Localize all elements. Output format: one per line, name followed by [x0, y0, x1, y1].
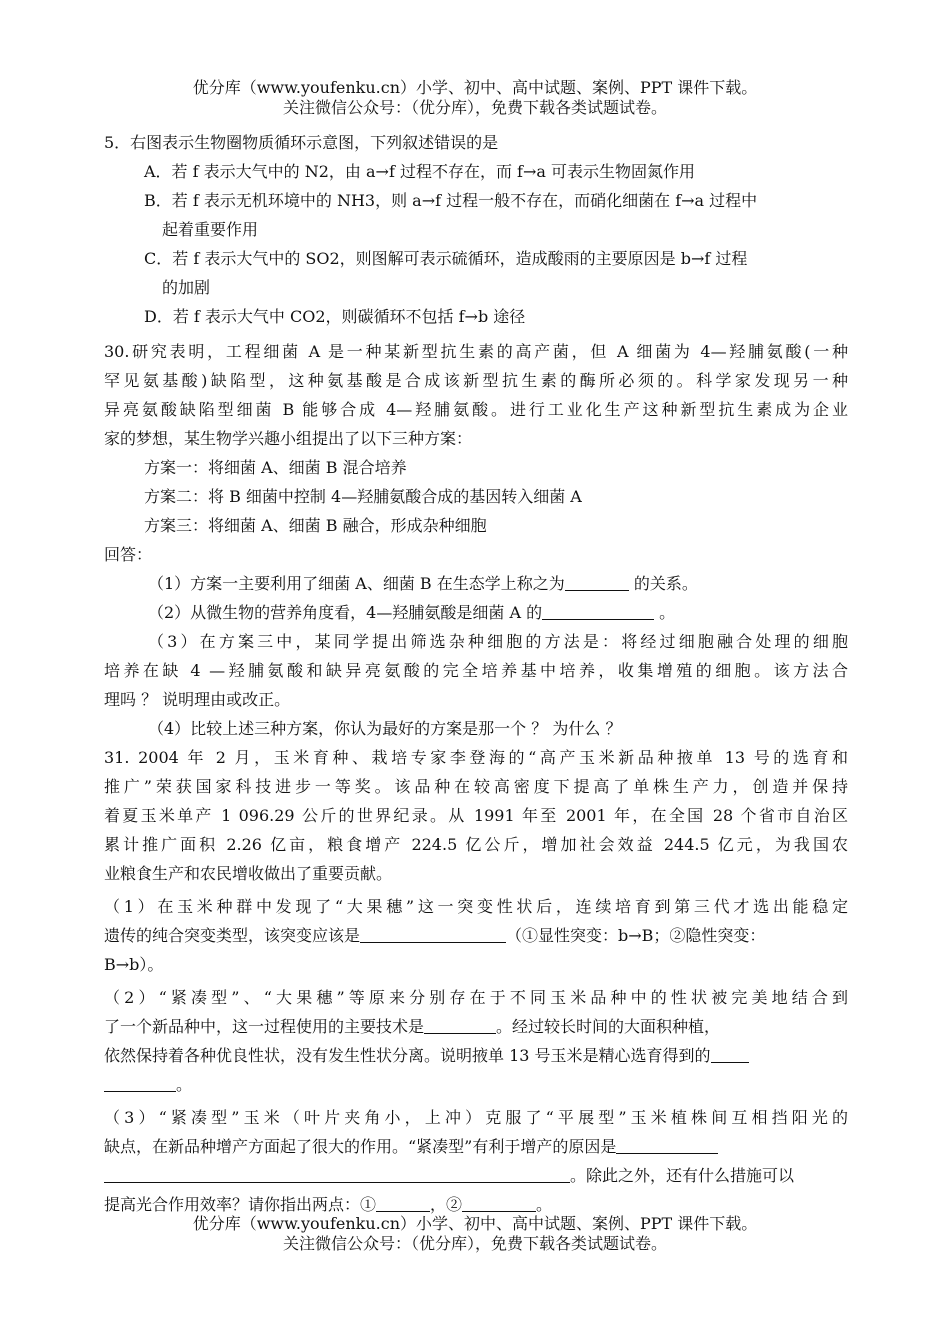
q31-sub-3-tail: 。除此之外，还有什么措施可以: [570, 1166, 795, 1185]
answer-blank[interactable]: [360, 924, 506, 943]
q5-option-b: B．若 f 表示无机环境中的 NH3，则 a→f 过程一般不存在，而硝化细菌在 f→a 过程中: [144, 191, 758, 210]
q30-para-2: 罕见氨基酸)缺陷型，这种氨基酸是合成该新型抗生素的酶所必须的。科学家发现另一种: [104, 371, 848, 390]
q31-sub-3-tail2: 。: [536, 1195, 553, 1214]
q31-sub-1-cont: [104, 921, 848, 950]
q31-sub-3-cont2: [104, 1161, 848, 1190]
answer-blank[interactable]: [616, 1135, 718, 1154]
q5-option-c: C．若 f 表示大气中的 SO2，则图解可表示硫循环，造成酸雨的主要原因是 b→f 过程: [144, 249, 748, 268]
q31-sub-3: （3）“紧凑型”玉米（叶片夹角小，上冲）克服了“平展型”玉米植株间互相挡阳光的: [104, 1108, 848, 1127]
q30-para-3: 异亮氨酸缺陷型细菌 B 能够合成 4—羟脯氨酸。进行工业化生产这种新型抗生素成为企业: [104, 400, 848, 419]
header-line-2: 关注微信公众号：（优分库），免费下载各类试题试卷。: [282, 98, 667, 117]
q30-para-1: 30.研究表明，工程细菌 A 是一种某新型抗生素的高产菌，但 A 细菌为 4—羟脯氨酸(一种: [104, 342, 848, 361]
q31-sub-1-tail: （①显性突变：b→B；②隐性突变：: [506, 926, 766, 945]
q30-plan-2: 方案二：将 B 细菌中控制 4—羟脯氨酸合成的基因转入细菌 A: [144, 487, 582, 506]
q31-sub-2-tail: 。经过较长时间的大面积种植，: [496, 1017, 721, 1036]
answer-blank[interactable]: [424, 1015, 496, 1034]
q5-option-c-cont: 的加剧: [162, 278, 211, 297]
q31-sub-1-text: 遗传的纯合突变类型，该突变应该是: [104, 926, 361, 945]
q30-sub-2-text: （2）从微生物的营养角度看，4—羟脯氨酸是细菌 A 的: [148, 603, 543, 622]
q31-para-5: 业粮食生产和农民增收做出了重要贡献。: [104, 864, 393, 883]
q5-option-b-cont: 起着重要作用: [162, 220, 259, 239]
document-body: [104, 128, 848, 1219]
q31-para-4: 累计推广面积 2.26 亿亩，粮食增产 224.5 亿公斤，增加社会效益 244.5 亿元，为我国农: [104, 835, 848, 854]
q31-sub-2-cont: [104, 1012, 848, 1041]
q30-answer-label: 回答：: [104, 545, 153, 564]
q31-para-3: 着夏玉米单产 1 096.29 公斤的世界纪录。从 1991 年至 2001 年，在全国 28 个省市自治区: [104, 806, 848, 825]
q30-sub-2: [104, 598, 848, 627]
q31-para-1: 31. 2004 年 2 月，玉米育种、栽培专家李登海的“高产玉米新品种掖单 13 号的选育和: [104, 748, 848, 767]
q30-plan-1: 方案一：将细菌 A、细菌 B 混合培养: [144, 458, 407, 477]
answer-blank[interactable]: [542, 601, 654, 620]
header-line-1: 优分库（www.youfenku.cn）小学、初中、高中试题、案例、PPT 课件下载。: [192, 78, 758, 97]
q30-sub-3: （3）在方案三中，某同学提出筛选杂种细胞的方法是：将经过细胞融合处理的细胞: [148, 632, 848, 651]
q30-sub-1-tail: 的关系。: [628, 574, 698, 593]
q30-para-4: 家的梦想，某生物学兴趣小组提出了以下三种方案：: [104, 429, 473, 448]
q31-sub-2: （2）“紧凑型”、“大果穗”等原来分别存在于不同玉米品种中的性状被完美地结合到: [104, 988, 848, 1007]
footer-line-1: 优分库（www.youfenku.cn）小学、初中、高中试题、案例、PPT 课件下载。: [192, 1214, 758, 1233]
q31-sub-3-cont: [104, 1132, 848, 1161]
page-header: [0, 78, 950, 118]
q31-sub-2-text2: 依然保持着各种优良性状，没有发生性状分离。说明掖单 13 号玉米是精心选育得到的: [104, 1046, 711, 1065]
q31-para-2: 推广”荣获国家科技进步一等奖。该品种在较高密度下提高了单株生产力，创造并保持: [104, 777, 848, 796]
q5-option-a: A．若 f 表示大气中的 N2，由 a→f 过程不存在，而 f→a 可表示生物固氮作用: [144, 162, 695, 181]
q31-sub-1: （1）在玉米种群中发现了“大果穗”这一突变性状后，连续培育到第三代才选出能稳定: [104, 897, 848, 916]
q31-sub-1-end: B→b）。: [104, 955, 164, 974]
q31-sub-2-tail2: 。: [176, 1075, 193, 1094]
answer-blank[interactable]: [711, 1044, 749, 1063]
q30-sub-1: [104, 569, 848, 598]
answer-blank[interactable]: [376, 1193, 430, 1212]
q30-sub-4: （4）比较上述三种方案，你认为最好的方案是那一个 ？ 为什么 ？: [148, 719, 622, 738]
q30-plan-3: 方案三：将细菌 A、细菌 B 融合，形成杂种细胞: [144, 516, 487, 535]
answer-blank[interactable]: [104, 1073, 176, 1092]
answer-blank[interactable]: [565, 572, 629, 591]
q30-sub-3-cont: 培养在缺 4 —羟脯氨酸和缺异亮氨酸的完全培养基中培养，收集增殖的细胞。该方法合: [104, 661, 848, 680]
q31-sub-3-text: 缺点，在新品种增产方面起了很大的作用。“紧凑型”有利于增产的原因是: [104, 1137, 617, 1156]
q31-sub-2-text: 了一个新品种中，这一过程使用的主要技术是: [104, 1017, 425, 1036]
q31-sub-2-end: [104, 1070, 848, 1099]
q30-sub-1-text: （1）方案一主要利用了细菌 A、细菌 B 在生态学上称之为: [148, 574, 565, 593]
q5-stem: 5．右图表示生物圈物质循环示意图，下列叙述错误的是: [104, 133, 499, 152]
page-footer: [0, 1214, 950, 1254]
q31-sub-3-text2: 提高光合作用效率？请你指出两点：①: [104, 1195, 377, 1214]
q31-sub-3-mid: ，②: [430, 1195, 463, 1214]
q30-sub-3-end: 理吗 ？ 说明理由或改正。: [104, 690, 291, 709]
q31-sub-2-cont2: [104, 1041, 848, 1070]
footer-line-2: 关注微信公众号：（优分库），免费下载各类试题试卷。: [282, 1234, 667, 1253]
q5-option-d: D．若 f 表示大气中 CO2，则碳循环不包括 f→b 途径: [144, 307, 526, 326]
answer-blank[interactable]: [462, 1193, 536, 1212]
answer-blank[interactable]: [104, 1164, 570, 1183]
q30-sub-2-tail: 。: [654, 603, 676, 622]
